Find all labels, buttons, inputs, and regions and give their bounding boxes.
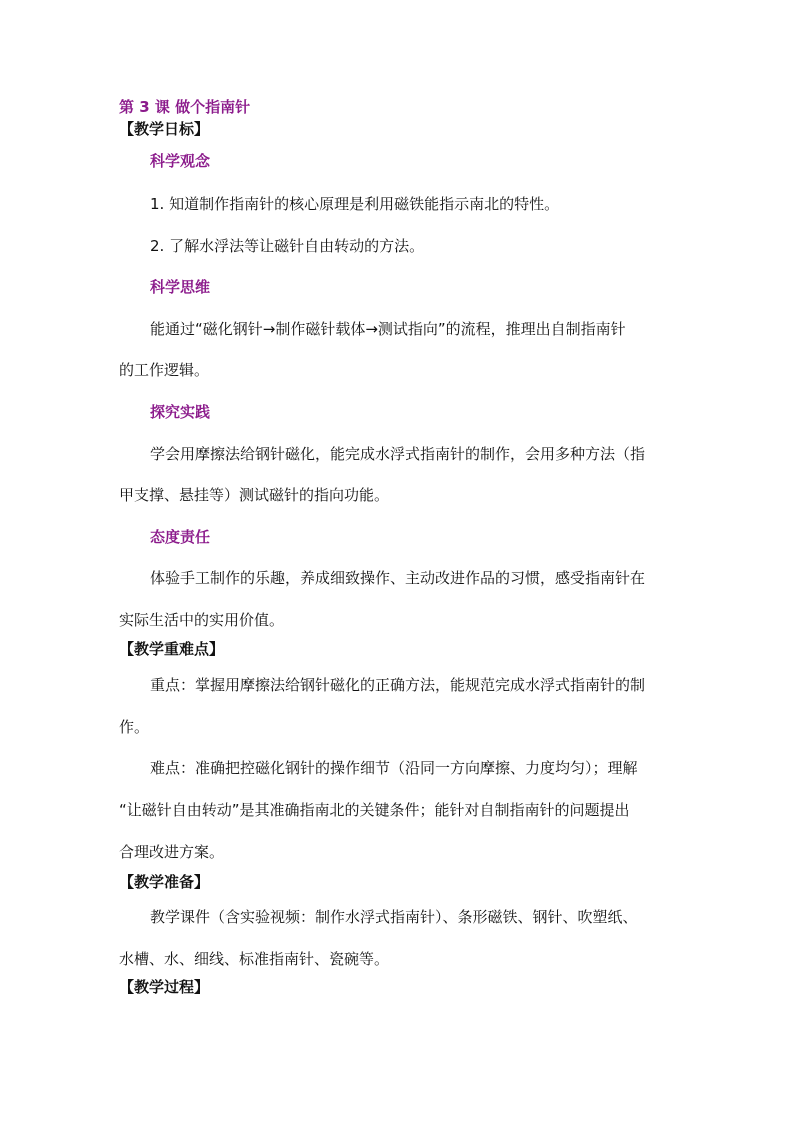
subheading-thinking: 科学思维: [150, 278, 211, 296]
thinking-line-1: 能通过“磁化钢针→制作磁针载体→测试指向”的流程，推理出自制指南针: [150, 320, 626, 338]
section-heading-process: 【教学过程】: [119, 978, 210, 996]
preparation-line-1: 教学课件（含实验视频：制作水浮式指南针）、条形磁铁、钢针、吹塑纸、: [150, 908, 638, 926]
section-heading-preparation: 【教学准备】: [119, 873, 210, 891]
section-heading-key-points: 【教学重难点】: [119, 640, 225, 658]
subheading-attitude: 态度责任: [150, 528, 211, 546]
practice-line-2: 甲支撑、悬挂等）测试磁针的指向功能。: [119, 486, 390, 504]
thinking-line-2: 的工作逻辑。: [119, 361, 210, 379]
difficulty-line-3: 合理改进方案。: [119, 843, 225, 861]
attitude-line-1: 体验手工制作的乐趣，养成细致操作、主动改进作品的习惯，感受指南针在: [150, 569, 646, 587]
preparation-line-2: 水槽、水、细线、标准指南针、瓷碗等。: [119, 950, 390, 968]
section-heading-goals: 【教学日标】: [119, 120, 210, 138]
concept-item-1: 1. 知道制作指南针的核心原理是利用磁铁能指示南北的特性。: [150, 195, 560, 213]
subheading-concept: 科学观念: [150, 152, 211, 170]
focus-line-2: 作。: [119, 718, 150, 736]
difficulty-line-2: “让磁针自由转动”是其准确指南北的关键条件；能针对自制指南针的问题提出: [119, 801, 630, 819]
attitude-line-2: 实际生活中的实用价值。: [119, 611, 285, 629]
subheading-practice: 探究实践: [150, 403, 211, 421]
practice-line-1: 学会用摩擦法给钢针磁化，能完成水浮式指南针的制作，会用多种方法（指: [150, 445, 646, 463]
focus-line-1: 重点：掌握用摩擦法给钢针磁化的正确方法，能规范完成水浮式指南针的制: [150, 676, 646, 694]
difficulty-line-1: 难点：准确把控磁化钢针的操作细节（沿同一方向摩擦、力度均匀）；理解: [150, 759, 638, 777]
concept-item-2: 2. 了解水浮法等让磁针自由转动的方法。: [150, 237, 425, 255]
lesson-title: 第 3 课 做个指南针: [119, 98, 251, 116]
